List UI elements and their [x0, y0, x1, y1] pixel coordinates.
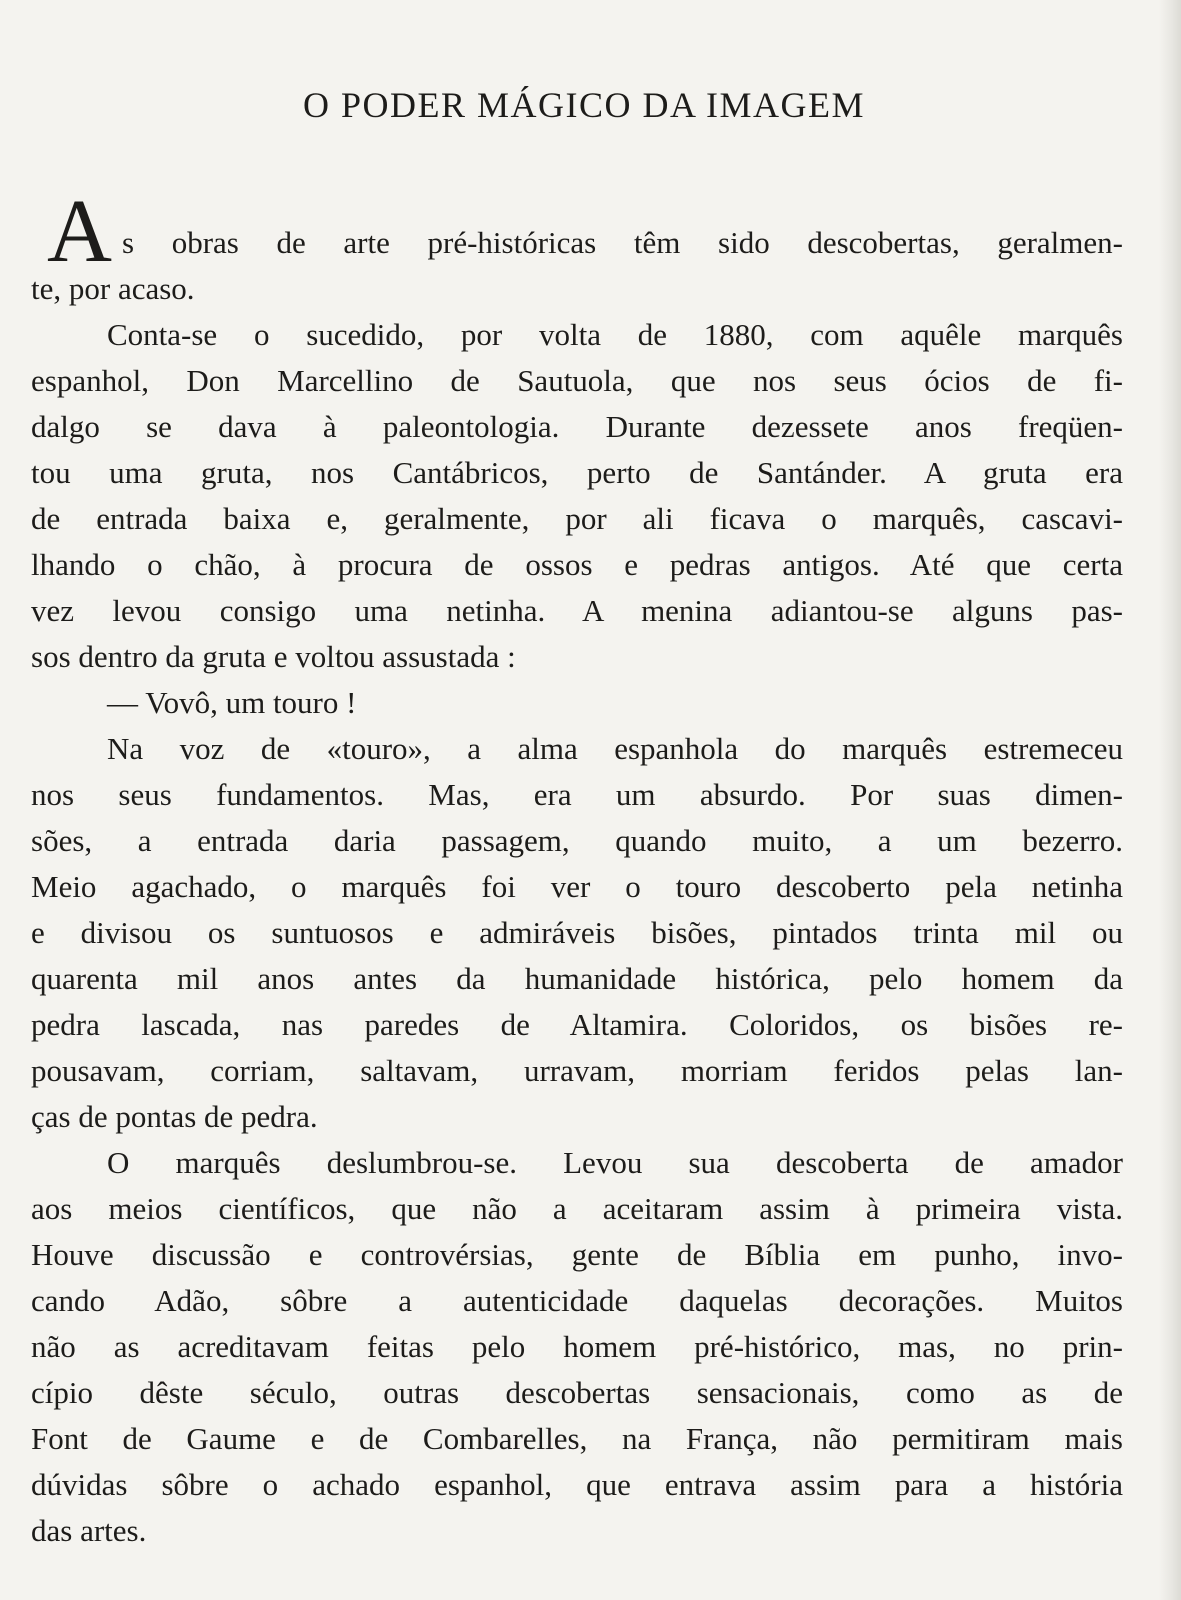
text-line: Font de Gaume e de Combarelles, na França, não permitiram mais — [31, 1421, 1123, 1456]
text-line: das artes. — [31, 1513, 147, 1548]
text-line: dúvidas sôbre o achado espanhol, que entrava assim para a história — [31, 1467, 1123, 1502]
text-line: sões, a entrada daria passagem, quando muito, a um bezerro. — [31, 823, 1123, 858]
text-line: — Vovô, um touro ! — [107, 685, 357, 720]
text-line: nos seus fundamentos. Mas, era um absurdo. Por suas dimen- — [31, 777, 1123, 812]
text-line: lhando o chão, à procura de ossos e pedras antigos. Até que certa — [31, 547, 1123, 582]
text-line: Meio agachado, o marquês foi ver o touro descoberto pela netinha — [31, 869, 1123, 904]
page-edge-shadow — [1159, 0, 1181, 1600]
text-line: pousavam, corriam, saltavam, urravam, morriam feridos pelas lan- — [31, 1053, 1123, 1088]
text-line: te, por acaso. — [31, 271, 195, 306]
text-line: não as acreditavam feitas pelo homem pré-histórico, mas, no prin- — [31, 1329, 1123, 1364]
text-line-content: s obras de arte pré-históricas têm sido descobertas, geralmen- — [122, 225, 1123, 260]
paragraph-lines — [31, 266, 1123, 1554]
text-line: espanhol, Don Marcellino de Sautuola, que nos seus ócios de fi- — [31, 363, 1123, 398]
text-line: tou uma gruta, nos Cantábricos, perto de Santánder. A gruta era — [31, 455, 1123, 490]
text-line: Na voz de «touro», a alma espanhola do marquês estremeceu — [107, 731, 1123, 766]
text-line: O marquês deslumbrou-se. Levou sua descoberta de amador — [107, 1145, 1123, 1180]
body-text — [31, 180, 1123, 1554]
text-line: quarenta mil anos antes da humanidade histórica, pelo homem da — [31, 961, 1123, 996]
text-line: Houve discussão e controvérsias, gente de Bíblia em punho, invo- — [31, 1237, 1123, 1272]
text-line — [31, 182, 1123, 281]
text-line: ças de pontas de pedra. — [31, 1099, 318, 1134]
text-line: vez levou consigo uma netinha. A menina adiantou-se alguns pas- — [31, 593, 1123, 628]
text-line: de entrada baixa e, geralmente, por ali ficava o marquês, cascavi- — [31, 501, 1123, 536]
text-line: Conta-se o sucedido, por volta de 1880, com aquêle marquês — [107, 317, 1123, 352]
drop-cap: A — [47, 182, 112, 281]
text-line: cípio dêste século, outras descobertas sensacionais, como as de — [31, 1375, 1123, 1410]
text-line: pedra lascada, nas paredes de Altamira. Coloridos, os bisões re- — [31, 1007, 1123, 1042]
page-title: O PODER MÁGICO DA IMAGEM — [302, 85, 866, 125]
text-line: dalgo se dava à paleontologia. Durante dezessete anos freqüen- — [31, 409, 1123, 444]
text-line: cando Adão, sôbre a autenticidade daquelas decorações. Muitos — [31, 1283, 1123, 1318]
text-line: sos dentro da gruta e voltou assustada : — [31, 639, 516, 674]
text-line: aos meios científicos, que não a aceitaram assim à primeira vista. — [31, 1191, 1123, 1226]
text-line: e divisou os suntuosos e admiráveis bisões, pintados trinta mil ou — [31, 915, 1123, 950]
